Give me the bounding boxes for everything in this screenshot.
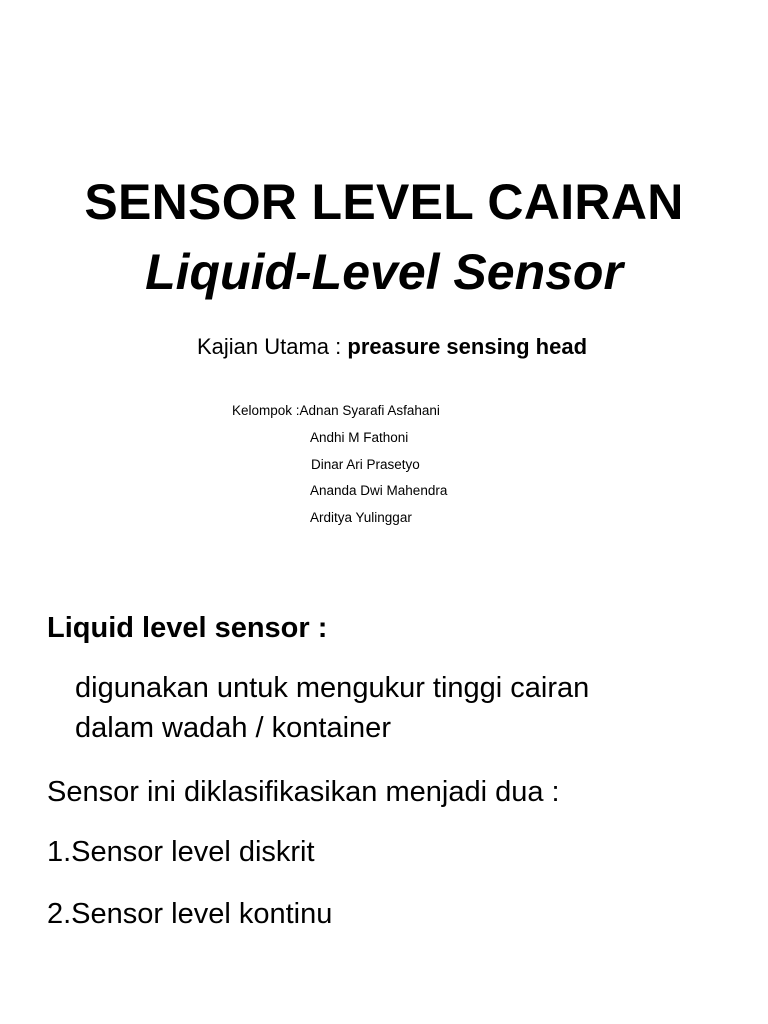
list-item: 1.Sensor level diskrit — [47, 836, 315, 868]
member-name: Andhi M Fathoni — [310, 429, 409, 445]
member-name: Arditya Yulinggar — [310, 510, 412, 526]
main-study — [0, 332, 768, 362]
list-item: 2.Sensor level kontinu — [47, 898, 333, 930]
definition-line: digunakan untuk mengukur tinggi cairan — [75, 672, 590, 704]
content-slide — [0, 512, 768, 1024]
main-study-label: Kajian Utama : — [196, 334, 348, 359]
slide-subtitle: Liquid-Level Sensor — [145, 244, 623, 300]
section-heading: Liquid level sensor : — [47, 612, 328, 644]
classification-text: Sensor ini diklasifikasikan menjadi dua : — [47, 776, 560, 808]
member-name: Adnan Syarafi Asfahani — [299, 403, 440, 418]
member-name: Dinar Ari Prasetyo — [311, 456, 420, 472]
definition-line: dalam wadah / kontainer — [75, 712, 391, 744]
group-label: Kelompok : — [232, 403, 300, 418]
slide-title: SENSOR LEVEL CAIRAN — [84, 174, 684, 230]
definition-text — [75, 668, 735, 748]
member-name: Ananda Dwi Mahendra — [310, 483, 448, 499]
main-study-value: preasure sensing head — [347, 334, 588, 359]
